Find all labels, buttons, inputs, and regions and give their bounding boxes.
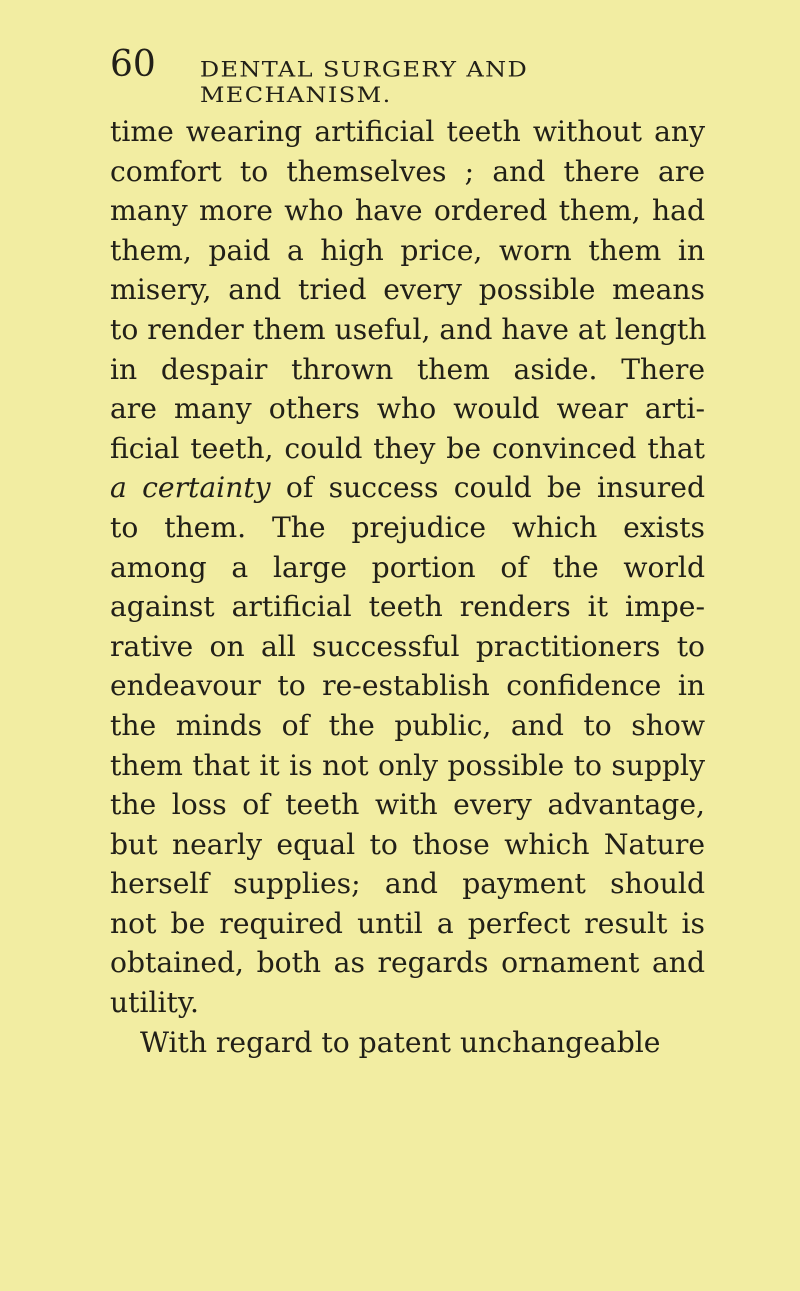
text-line: rative on all successful practitioners to bbox=[110, 629, 705, 663]
text-line: them that it is not only possible to supply bbox=[110, 748, 705, 782]
page-number: 60 bbox=[110, 44, 156, 85]
body-text bbox=[110, 112, 705, 1062]
text-line: to render them useful, and have at length bbox=[110, 312, 707, 346]
text-line: ficial teeth, could they be convinced that bbox=[110, 431, 705, 465]
text-line: to them. The prejudice which exists bbox=[110, 510, 705, 544]
italic-phrase: a certainty bbox=[110, 471, 271, 505]
text-line: in despair thrown them aside. There bbox=[110, 352, 705, 386]
text-line bbox=[110, 468, 705, 508]
text-line: them, paid a high price, worn them in bbox=[110, 233, 705, 267]
text-line: comfort to themselves ; and there are bbox=[110, 154, 705, 188]
text-line: herself supplies; and payment should bbox=[110, 867, 705, 901]
text-line: among a large portion of the world bbox=[110, 550, 705, 584]
text-line: against artificial teeth renders it impe- bbox=[110, 590, 705, 624]
text-line: are many others who would wear arti- bbox=[110, 392, 705, 426]
text-line: but nearly equal to those which Nature bbox=[110, 827, 705, 861]
text-line: endeavour to re-establish confidence in bbox=[110, 669, 705, 703]
running-head bbox=[110, 44, 705, 108]
text-line-rest: of success could be insured bbox=[285, 471, 706, 505]
text-line: time wearing artificial teeth without any bbox=[110, 115, 705, 148]
text-line: obtained, both as regards ornament and bbox=[110, 946, 705, 980]
text-line: utility. bbox=[110, 986, 199, 1020]
running-title: DENTAL SURGERY AND MECHANISM. bbox=[199, 56, 529, 108]
text-line: misery, and tried every possible means bbox=[110, 273, 705, 307]
text-line: the loss of teeth with every advantage, bbox=[110, 788, 705, 822]
text-line: many more who have ordered them, had bbox=[110, 194, 705, 228]
text-line: not be required until a perfect result is bbox=[110, 906, 705, 940]
text-line: the minds of the public, and to show bbox=[110, 708, 705, 742]
text-line: With regard to patent unchangeable bbox=[140, 1025, 661, 1059]
